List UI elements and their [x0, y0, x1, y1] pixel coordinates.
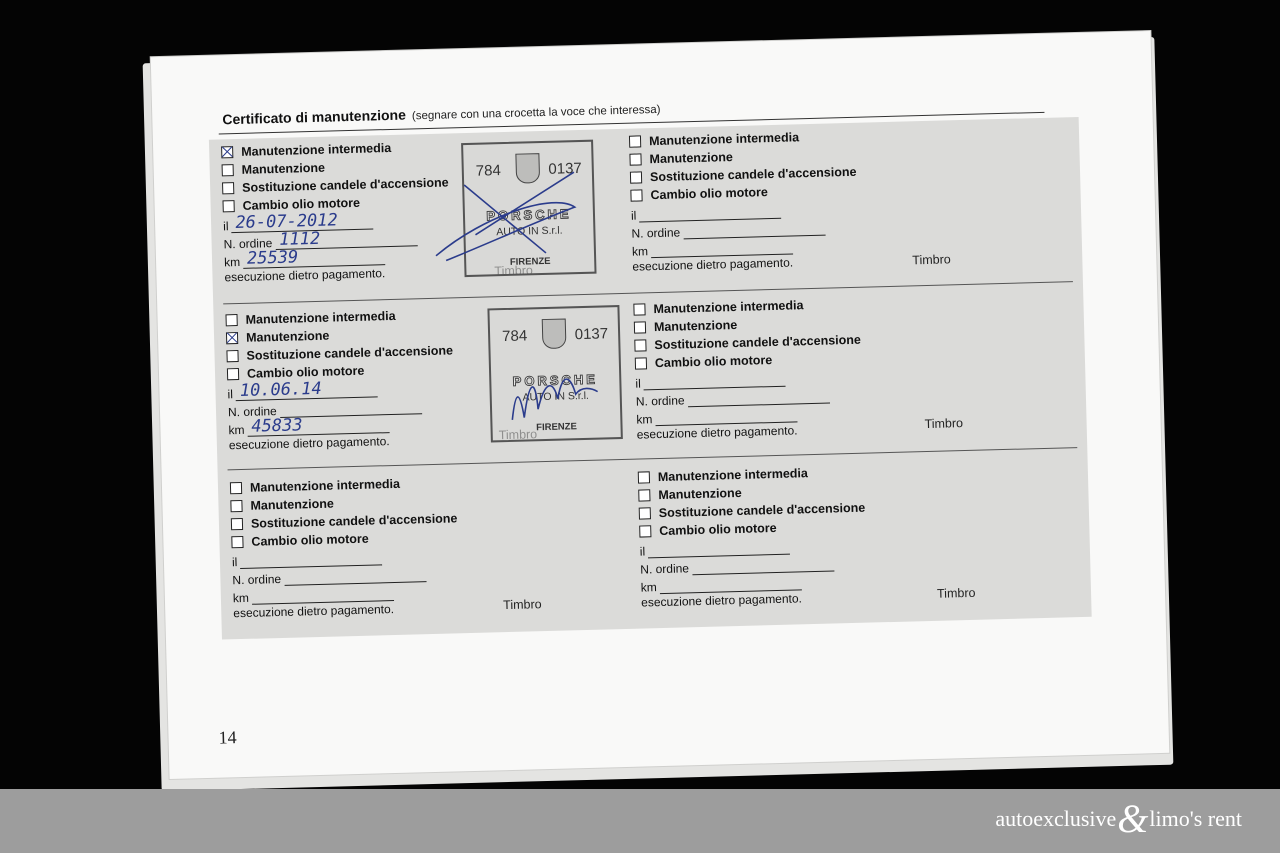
option-label: Cambio olio motore: [659, 520, 777, 539]
bleed-through-text: [912, 79, 1142, 85]
stamp-code-left: 784: [475, 162, 502, 180]
checkbox[interactable]: [230, 500, 242, 512]
km-label: km: [232, 590, 250, 606]
handwritten-date: 10.06.14: [239, 378, 322, 401]
option-label: Sostituzione candele d'accensione: [654, 332, 862, 353]
km-label: km: [636, 412, 653, 427]
order-label: N. ordine: [635, 393, 685, 409]
checkbox[interactable]: [226, 350, 238, 362]
payment-note: esecuzione dietro pagamento.: [233, 602, 395, 621]
stamp-brand: PORSCHE: [486, 206, 572, 224]
entry-4: [633, 292, 967, 444]
option-label: Cambio olio motore: [242, 195, 361, 213]
order-label: N. ordine: [232, 571, 282, 588]
payment-note: esecuzione dietro pagamento.: [228, 434, 390, 453]
timbro-label: Timbro: [503, 597, 542, 613]
checkbox[interactable]: [630, 171, 642, 183]
crest-icon: [542, 318, 567, 349]
timbro-label: Timbro: [936, 585, 976, 601]
order-label: N. ordine: [640, 561, 690, 577]
option-label: Manutenzione intermedia: [653, 298, 804, 317]
handwritten-km: 45833: [251, 415, 303, 437]
option-label: Cambio olio motore: [246, 363, 365, 381]
option-label: Sostituzione candele d'accensione: [649, 164, 857, 185]
km-label: km: [640, 580, 657, 595]
option-label: Cambio olio motore: [650, 185, 769, 203]
payment-note: esecuzione dietro pagamento.: [636, 423, 798, 442]
brand-watermark: [995, 796, 1242, 841]
checkbox[interactable]: [633, 303, 645, 315]
date-label: il: [231, 555, 238, 570]
option-label: Manutenzione intermedia: [249, 476, 401, 495]
checkbox[interactable]: [634, 339, 646, 351]
option-label: Sostituzione candele d'accensione: [241, 175, 449, 195]
date-label: il: [227, 387, 234, 402]
timbro-label: Timbro: [924, 416, 964, 432]
checkbox[interactable]: [231, 518, 243, 530]
checkbox[interactable]: [629, 135, 641, 147]
order-label: N. ordine: [631, 225, 681, 241]
option-label: Cambio olio motore: [251, 531, 369, 549]
option-label: Sostituzione candele d'accensione: [658, 500, 866, 521]
option-label: Manutenzione intermedia: [648, 130, 800, 149]
handwritten-km: 25539: [246, 247, 299, 269]
certificate-subtitle: (segnare con una crocetta la voce che interessa): [411, 103, 661, 123]
booklet-page: [151, 31, 1170, 779]
checkbox[interactable]: [630, 189, 642, 201]
brand-name-right: limo's rent: [1149, 806, 1242, 831]
option-label: Manutenzione intermedia: [657, 466, 809, 485]
page-number: 14: [218, 727, 237, 748]
stamp-city: FIRENZE: [536, 421, 577, 434]
option-label: Manutenzione: [658, 485, 742, 503]
stamp-code-left: 784: [501, 327, 528, 346]
option-label: Manutenzione intermedia: [241, 140, 392, 159]
stamp-code-right: 0137: [574, 325, 609, 344]
checkbox[interactable]: [639, 525, 651, 537]
checkbox[interactable]: [231, 536, 243, 548]
stamp-city: FIRENZE: [509, 255, 551, 268]
option-label: Cambio olio motore: [654, 353, 773, 371]
timbro-label: Timbro: [912, 252, 951, 268]
payment-note: esecuzione dietro pagamento.: [224, 266, 386, 285]
option-label: Sostituzione candele d'accensione: [246, 343, 454, 363]
checkbox[interactable]: [635, 357, 647, 369]
brand-ampersand: &: [1117, 796, 1149, 841]
km-label: km: [223, 254, 241, 270]
maintenance-form: [209, 117, 1092, 640]
km-label: km: [631, 244, 649, 259]
option-label: Manutenzione: [245, 328, 330, 345]
checkbox[interactable]: [227, 368, 239, 380]
option-label: Manutenzione: [250, 496, 334, 513]
entry-6: [638, 460, 972, 612]
signature-scribble: [501, 357, 613, 440]
stamp-company: AUTO IN S.r.l.: [496, 224, 563, 239]
checkbox[interactable]: [222, 182, 234, 194]
date-label: il: [639, 544, 646, 559]
date-label: il: [630, 208, 637, 223]
option-label: Manutenzione: [653, 317, 738, 335]
order-label: N. ordine: [223, 236, 273, 252]
stamp-company: AUTO IN S.r.l.: [522, 389, 590, 404]
date-label: il: [222, 219, 229, 234]
option-label: Manutenzione: [649, 150, 734, 167]
checkbox[interactable]: [638, 489, 650, 501]
km-label: km: [228, 422, 245, 438]
option-label: Manutenzione: [241, 160, 326, 177]
watermark-band: [0, 789, 1280, 853]
brand-name-left: autoexclusive: [995, 806, 1117, 831]
stamp-code-right: 0137: [548, 159, 583, 178]
date-label: il: [635, 376, 641, 391]
certificate-title: Certificato di manutenzione: [222, 106, 407, 128]
checkbox[interactable]: [225, 314, 237, 326]
checkbox[interactable]: [638, 471, 650, 483]
signature-scribble: [423, 152, 586, 276]
handwritten-date: 26-07-2012: [235, 210, 339, 234]
option-label: Sostituzione candele d'accensione: [250, 511, 458, 531]
order-label: N. ordine: [227, 404, 277, 420]
dealer-stamp: [461, 140, 596, 277]
checkbox[interactable]: [639, 507, 651, 519]
option-label: Manutenzione intermedia: [245, 308, 396, 327]
stamp-brand: PORSCHE: [512, 371, 599, 389]
checkbox[interactable]: [634, 321, 646, 333]
checkbox[interactable]: [221, 146, 233, 158]
payment-note: esecuzione dietro pagamento.: [640, 591, 803, 610]
handwritten-order: 1112: [278, 228, 321, 250]
payment-note: esecuzione dietro pagamento.: [632, 255, 794, 274]
checkbox[interactable]: [226, 332, 238, 344]
checkbox[interactable]: [222, 200, 234, 212]
checkbox[interactable]: [222, 164, 234, 176]
checkbox[interactable]: [629, 153, 641, 165]
dealer-stamp: [487, 305, 622, 442]
checkbox[interactable]: [230, 482, 242, 494]
